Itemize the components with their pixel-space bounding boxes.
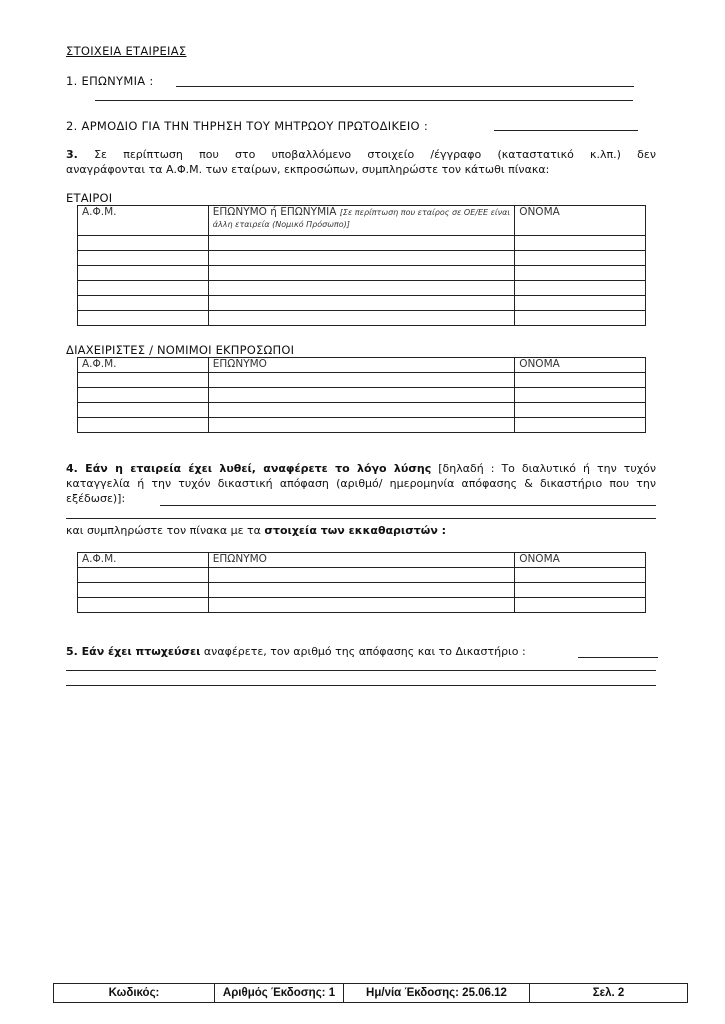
liquidators-table [77,552,646,613]
partners-col-surname-label: ΕΠΩΝΥΜΟ ή ΕΠΩΝΥΜΙΑ [212,206,337,218]
footer-code: Κωδικός: [54,984,215,1003]
q4-input-line-2[interactable] [66,518,656,519]
partners-header-row [78,206,646,236]
partners-title: ΕΤΑΙΡΟΙ [66,191,113,205]
q4-text: [δηλαδή : Το διαλυτικό ή την τυχόν καταγγελία ή την τυχόν δικαστική απόφαση (αριθμό/ ημερομηνία απόφασης & δικαστήριο που την εξέδωσε)]: [66,462,657,505]
q4-fill-instruction [66,524,446,537]
footer-page: Σελ. 2 [530,984,688,1003]
q2-label: 2. ΑΡΜΟΔΙΟ ΓΙΑ ΤΗΝ ΤΗΡΗΣΗ ΤΟΥ ΜΗΤΡΩΟΥ ΠΡΩΤΟΔΙΚΕΙΟ : [66,119,429,133]
footer-date: Ημ/νία Έκδοσης: 25.06.12 [344,984,530,1003]
liquidators-col-name: ΟΝΟΜΑ [515,553,646,568]
q1-input-line-2[interactable] [95,100,633,101]
q4-fill-bold: στοιχεία των εκκαθαριστών : [264,524,447,537]
q5-text: αναφέρετε, τον αριθμό της απόφασης και το Δικαστήριο : [200,645,526,658]
q1-number: 1. [66,74,78,88]
section-title: ΣΤΟΙΧΕΙΑ ΕΤΑΙΡΕΙΑΣ [66,44,187,58]
table-row[interactable] [78,266,646,281]
table-row[interactable] [78,281,646,296]
managers-header-row [78,358,646,373]
table-row[interactable] [78,598,646,613]
q1-label [66,74,154,88]
q3-line2: αναγράφονται τα Α.Φ.Μ. των εταίρων, εκπροσώπων, συμπληρώστε τον κάτωθι πίνακα: [66,163,550,176]
q1-text: ΕΠΩΝΥΜΙΑ : [81,74,154,88]
table-row[interactable] [78,388,646,403]
q5-paragraph [66,645,526,658]
managers-col-surname: ΕΠΩΝΥΜΟ [208,358,514,373]
partners-col-surname-note: [Σε περίπτωση που εταίρος σε ΟΕ/ΕΕ είναι άλλη εταιρεία (Νομικό Πρόσωπο)] [212,208,511,229]
partners-col-afm: Α.Φ.Μ. [78,206,209,236]
q3-paragraph [66,147,656,177]
partners-table [77,205,646,326]
q2-input-line[interactable] [494,130,638,131]
table-row[interactable] [78,403,646,418]
partners-col-surname [208,206,514,236]
managers-col-name: ΟΝΟΜΑ [515,358,646,373]
table-row[interactable] [78,568,646,583]
table-row[interactable] [78,373,646,388]
managers-title: ΔΙΑΧΕΙΡΙΣΤΕΣ / ΝΟΜΙΜΟΙ ΕΚΠΡΟΣΩΠΟΙ [66,343,295,357]
table-row[interactable] [78,418,646,433]
liquidators-col-afm: Α.Φ.Μ. [78,553,209,568]
table-row[interactable] [78,236,646,251]
q3-line1: Σε περίπτωση που στο υποβαλλόμενο στοιχείο /έγγραφο (καταστατικό κ.λπ.) δεν [94,148,656,161]
table-row[interactable] [78,251,646,266]
footer-table [53,983,688,1003]
q4-fill-prefix: και συμπληρώστε τον πίνακα με τα [66,524,265,537]
table-row[interactable] [78,311,646,326]
partners-col-name: ΟΝΟΜΑ [515,206,646,236]
q4-bold: 4. Εάν η εταιρεία έχει λυθεί, αναφέρετε το λόγο λύσης [66,462,432,475]
q5-input-line-2[interactable] [66,670,656,671]
q4-input-line[interactable] [160,505,656,506]
liquidators-header-row [78,553,646,568]
q4-paragraph [66,461,656,506]
q1-input-line[interactable] [176,86,634,87]
managers-col-afm: Α.Φ.Μ. [78,358,209,373]
footer-edition: Αριθμός Έκδοσης: 1 [215,984,344,1003]
liquidators-col-surname: ΕΠΩΝΥΜΟ [208,553,514,568]
table-row[interactable] [78,296,646,311]
managers-table [77,357,646,433]
q5-input-line[interactable] [578,657,658,658]
q5-input-line-3[interactable] [66,685,656,686]
q3-number: 3. [66,148,78,161]
q5-bold: 5. Εάν έχει πτωχεύσει [66,645,201,658]
table-row[interactable] [78,583,646,598]
